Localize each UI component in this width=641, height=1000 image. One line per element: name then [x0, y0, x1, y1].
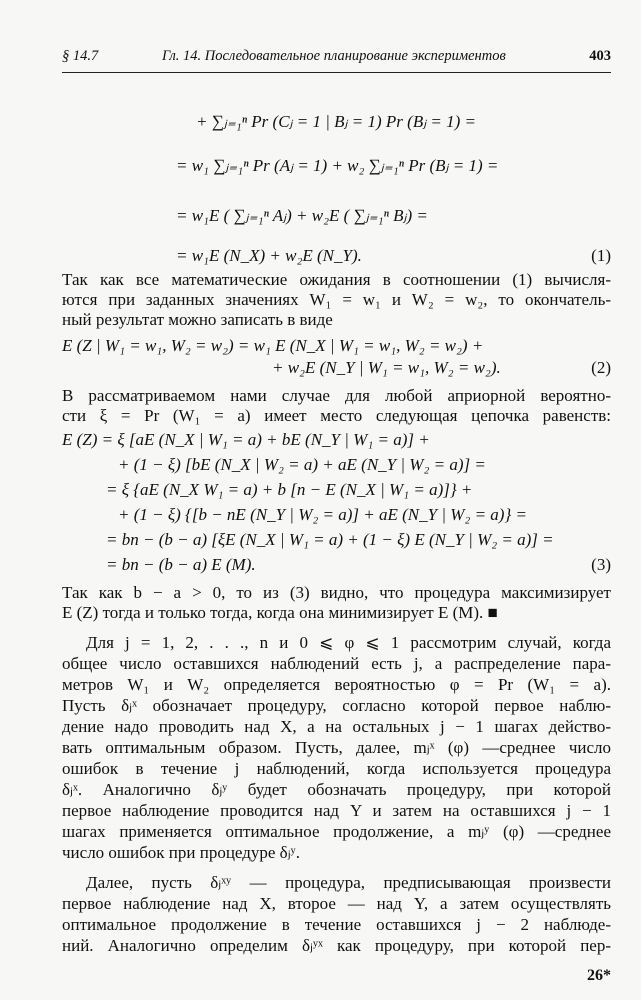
paragraph-1-line-1: Так как все математические ожидания в соотношении (1) вычисля- [62, 270, 611, 289]
paragraph-5-line-4: ний. Аналогично определим δⱼʸˣ как процедуру, при которой пер- [62, 936, 611, 955]
paragraph-3-line-2: E (Z) тогда и только тогда, когда она минимизирует E (M). ■ [62, 603, 498, 622]
signature-mark: 26* [587, 967, 611, 984]
equation-1-line-4: = w₁E (N_X) + w₂E (N_Y). [176, 246, 362, 265]
equation-1-line-3: = w₁E ( ∑ⱼ₌₁ⁿ Aⱼ) + w₂E ( ∑ⱼ₌₁ⁿ Bⱼ) = [176, 206, 428, 225]
section-number: § 14.7 [62, 48, 99, 64]
equation-2-line-2: + w₂E (N_Y | W₁ = w₁, W₂ = w₂). [272, 358, 501, 377]
paragraph-2-line-1: В рассматриваемом нами случае для любой априорной вероятно- [62, 386, 611, 405]
paragraph-4-line-3: метров W₁ и W₂ определяется вероятностью φ = Pr (W₁ = a). [62, 675, 611, 694]
paragraph-4-line-4: Пусть δⱼˣ обозначает процедуру, согласно которой первое наблю- [62, 696, 611, 715]
paragraph-4-line-10: шагах применяется оптимальное продолжение, а mⱼʸ (φ) —среднее [62, 822, 611, 841]
paragraph-5-line-3: оптимальное продолжение в течение оставшихся j − 2 наблюде- [62, 915, 611, 934]
equation-2-line-1: E (Z | W₁ = w₁, W₂ = w₂) = w₁ E (N_X | W₁ = w₁, W₂ = w₂) + [62, 336, 484, 355]
equation-3-line-5: = bn − (b − a) [ξE (N_X | W₁ = a) + (1 − ξ) E (N_Y | W₂ = a)] = [106, 530, 554, 549]
paragraph-4-line-7: ошибок в течение j наблюдений, когда используется процедура [62, 759, 611, 778]
equation-3-line-1: E (Z) = ξ [aE (N_X | W₁ = a) + bE (N_Y | W₁ = a)] + [62, 430, 430, 449]
equation-3-line-2: + (1 − ξ) [bE (N_X | W₂ = a) + aE (N_Y | W₂ = a)] = [118, 455, 486, 474]
equation-2-number: (2) [591, 358, 611, 377]
paragraph-4-line-6: вать оптимальным образом. Пусть, далее, mⱼˣ (φ) —среднее число [62, 738, 611, 757]
running-header [62, 48, 611, 72]
page-number: 403 [589, 48, 611, 64]
paragraph-4-line-1: Для j = 1, 2, . . ., n и 0 ⩽ φ ⩽ 1 рассмотрим случай, когда [86, 633, 611, 652]
equation-1-number: (1) [591, 246, 611, 265]
equation-1-line-1: + ∑ⱼ₌₁ⁿ Pr (Cⱼ = 1 | Bⱼ = 1) Pr (Bⱼ = 1) = [196, 112, 477, 131]
chapter-title: Гл. 14. Последовательное планирование экспериментов [162, 48, 506, 64]
equation-3-line-3: = ξ {aE (N_X W₁ = a) + b [n − E (N_X | W₁ = a)]} + [106, 480, 473, 499]
equation-3-line-6: = bn − (b − a) E (M). [106, 555, 256, 574]
paragraph-4-line-9: первое наблюдение проводится над Y и затем на оставшихся j − 1 [62, 801, 611, 820]
paragraph-5-line-1: Далее, пусть δⱼˣʸ — процедура, предписывающая произвести [86, 873, 611, 892]
header-rule [62, 72, 611, 73]
equation-1-line-2: = w₁ ∑ⱼ₌₁ⁿ Pr (Aⱼ = 1) + w₂ ∑ⱼ₌₁ⁿ Pr (Bⱼ = 1) = [176, 156, 499, 175]
paragraph-3-line-1: Так как b − a > 0, то из (3) видно, что процедура максимизирует [62, 583, 611, 602]
paragraph-5-line-2: первое наблюдение над X, второе — над Y, а затем осуществлять [62, 894, 611, 913]
paragraph-4-line-11: число ошибок при процедуре δⱼʸ. [62, 843, 300, 862]
equation-3-number: (3) [591, 555, 611, 574]
equation-3-line-4: + (1 − ξ) {[b − nE (N_Y | W₂ = a)] + aE (N_Y | W₂ = a)} = [118, 505, 527, 524]
paragraph-2-line-2: сти ξ = Pr (W₁ = a) имеет место следующая цепочка равенств: [62, 406, 611, 425]
paragraph-4-line-5: дение надо проводить над X, а на остальных j − 1 шагах действо- [62, 717, 611, 736]
paragraph-4-line-2: общее число оставшихся наблюдений есть j, а распределение пара- [62, 654, 611, 673]
paragraph-1-line-2: ются при заданных значениях W₁ = w₁ и W₂ = w₂, то окончатель- [62, 290, 611, 309]
paragraph-1-line-3: ный результат можно записать в виде [62, 310, 333, 329]
paragraph-4-line-8: δⱼˣ. Аналогично δⱼʸ будет обозначать процедуру, при которой [62, 780, 611, 799]
